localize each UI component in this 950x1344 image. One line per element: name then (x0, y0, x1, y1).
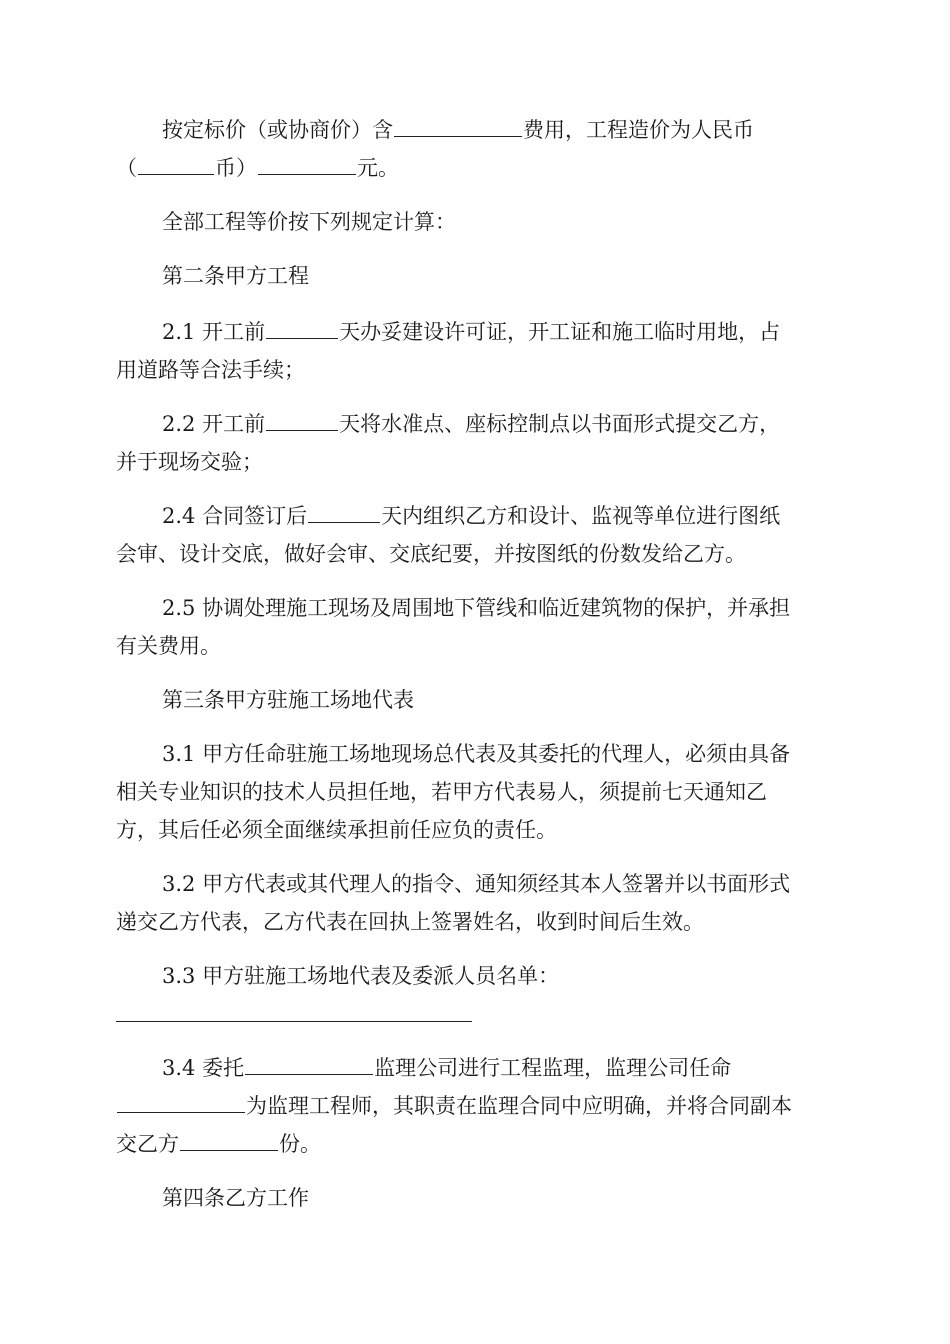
text-fragment: 天内组织乙方和设计、监视等单位进行图纸 (381, 504, 781, 528)
clause-2-1-line-2: 用道路等合法手续； (116, 358, 305, 382)
fill-blank[interactable] (138, 154, 214, 175)
clause-2-2-line-2: 并于现场交验； (116, 450, 263, 474)
text-fragment: 份。 (279, 1132, 321, 1156)
fill-blank[interactable] (180, 1130, 278, 1151)
fill-blank[interactable] (266, 318, 338, 339)
text-fragment: 天办妥建设许可证，开工证和施工临时用地，占 (339, 320, 781, 344)
clause-3-2-line-2: 递交乙方代表，乙方代表在回执上签署姓名，收到时间后生效。 (116, 910, 704, 934)
clause-2-5-line-2: 有关费用。 (116, 634, 221, 658)
clause-3-1-line-2: 相关专业知识的技术人员担任地，若甲方代表易人，须提前七天通知乙 (116, 780, 767, 804)
text-fragment: 监理公司进行工程监理，监理公司任命 (374, 1056, 732, 1080)
text-fragment: 3.4 委托 (162, 1056, 245, 1080)
text-fragment: 按定标价（或协商价）含 (162, 118, 393, 142)
article-heading-4: 第四条乙方工作 (162, 1186, 309, 1210)
clause-2-2-line-1 (162, 410, 780, 438)
fill-blank[interactable] (117, 1092, 245, 1113)
text-fragment: 为监理工程师，其职责在监理合同中应明确，并将合同副本 (246, 1094, 792, 1118)
text-fragment: 费用，工程造价为人民币 (523, 118, 754, 142)
clause-3-1-line-3: 方，其后任必须全面继续承担前任应负的责任。 (116, 818, 557, 842)
clause-2-5-line-1: 2.5 协调处理施工现场及周围地下管线和临近建筑物的保护，并承担 (162, 596, 791, 620)
fill-blank[interactable] (245, 1054, 373, 1075)
fill-blank[interactable] (266, 410, 338, 431)
clause-3-4-line-1 (162, 1054, 731, 1082)
fill-blank[interactable] (308, 502, 380, 523)
paragraph-calculation: 全部工程等价按下列规定计算： (162, 210, 456, 234)
article-heading-3: 第三条甲方驻施工场地代表 (162, 688, 414, 712)
text-fragment: 天将水准点、座标控制点以书面形式提交乙方， (339, 412, 781, 436)
clause-2-4-line-2: 会审、设计交底，做好会审、交底纪要，并按图纸的份数发给乙方。 (116, 542, 746, 566)
clause-3-1-line-1: 3.1 甲方任命驻施工场地现场总代表及其委托的代理人，必须由具备 (162, 742, 791, 766)
text-fragment: 2.1 开工前 (162, 320, 266, 344)
text-fragment: 交乙方 (116, 1132, 179, 1156)
paragraph-price-line-1 (162, 116, 754, 144)
name-list-blank-line[interactable] (116, 1021, 472, 1022)
clause-3-2-line-1: 3.2 甲方代表或其代理人的指令、通知须经其本人签署并以书面形式 (162, 872, 791, 896)
article-heading-2: 第二条甲方工程 (162, 264, 309, 288)
fill-blank[interactable] (394, 116, 522, 137)
clause-3-4-line-3 (116, 1130, 321, 1158)
clause-2-4-line-1 (162, 502, 780, 530)
paragraph-price-line-2 (116, 154, 399, 182)
text-fragment: 币） (215, 156, 257, 180)
text-fragment: 2.4 合同签订后 (162, 504, 308, 528)
text-fragment: 2.2 开工前 (162, 412, 266, 436)
text-fragment: （ (116, 156, 137, 180)
clause-3-3: 3.3 甲方驻施工场地代表及委派人员名单： (162, 964, 560, 988)
clause-2-1-line-1 (162, 318, 780, 346)
clause-3-4-line-2 (116, 1092, 792, 1120)
fill-blank[interactable] (258, 154, 356, 175)
text-fragment: 元。 (357, 156, 399, 180)
